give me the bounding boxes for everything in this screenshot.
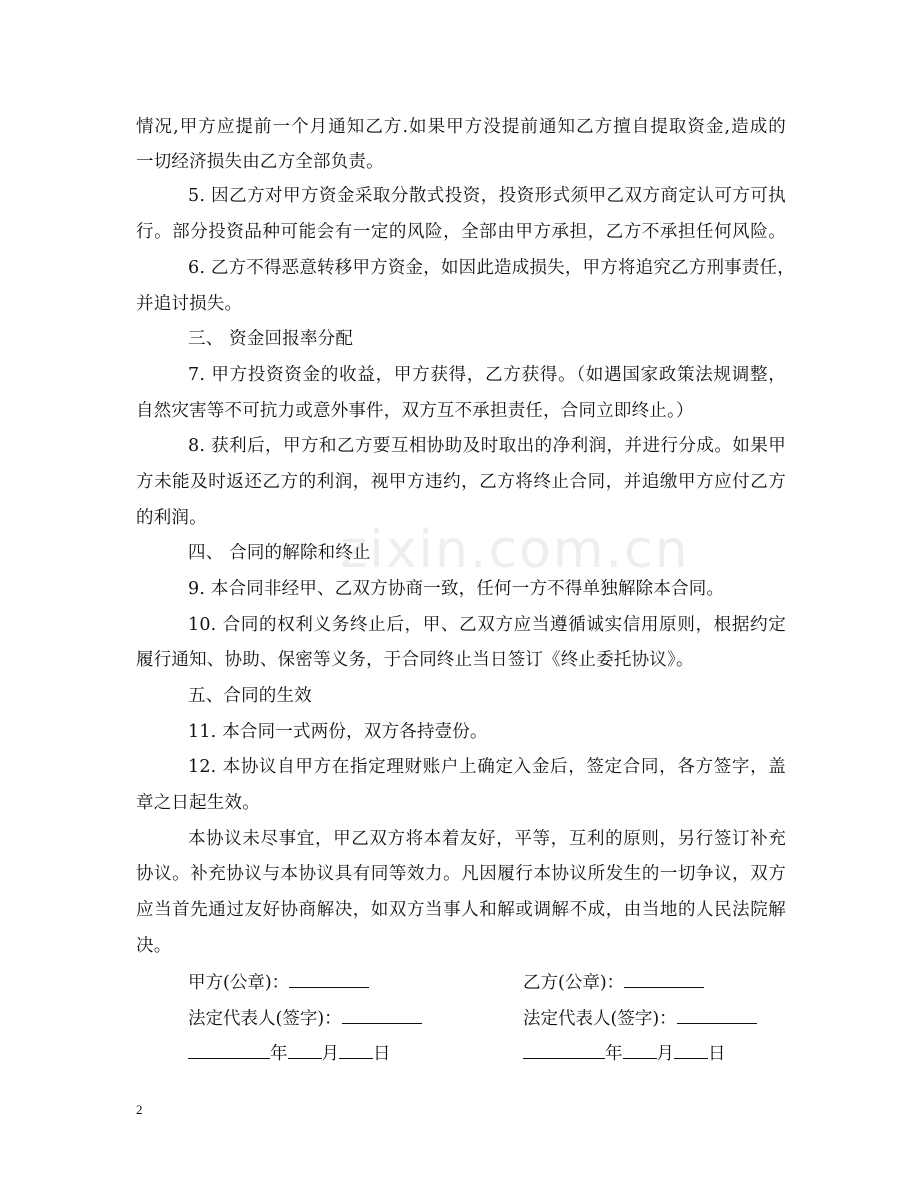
month-label: 月 xyxy=(656,1044,674,1064)
text-line: 自然灾害等不可抗力或意外事件，双方互不承担责任，合同立即终止。） xyxy=(136,401,694,421)
party-a-seal-label: 甲方(公章)： xyxy=(188,973,290,993)
text-line: 情况,甲方应提前一个月通知乙方.如果甲方没提前通知乙方擅自提取资金,造成的 xyxy=(136,117,786,137)
month-blank xyxy=(623,1041,657,1059)
clause-8: 8. 获利后，甲方和乙方要互相协助及时取出的净利润，并进行分成。如果甲 xyxy=(188,436,786,456)
clause-10: 10. 合同的权利义务终止后，甲、乙双方应当遵循诚实信用原则，根据约定 xyxy=(188,615,786,635)
clause-7: 7. 甲方投资资金的收益，甲方获得，乙方获得。（如遇国家政策法规调整， xyxy=(188,365,786,385)
section-heading-4: 四、 合同的解除和终止 xyxy=(188,543,371,563)
party-b-date xyxy=(523,1041,726,1065)
year-blank xyxy=(188,1041,270,1059)
text-line: 决。 xyxy=(136,936,172,956)
party-a-rep-blank xyxy=(342,1006,422,1024)
party-a-representative xyxy=(188,1006,422,1030)
clause-12: 12. 本协议自甲方在指定理财账户上确定入金后，签定合同，各方签字，盖 xyxy=(188,757,786,777)
clause-9: 9. 本合同非经甲、乙双方协商一致，任何一方不得单独解除本合同。 xyxy=(188,579,725,599)
closing-paragraph: 本协议未尽事宜，甲乙双方将本着友好，平等，互利的原则，另行签订补充 xyxy=(188,829,786,849)
party-b-seal-blank xyxy=(624,970,704,988)
watermark: zixin.com.cn xyxy=(340,520,690,580)
party-a-rep-label: 法定代表人(签字)： xyxy=(188,1009,342,1029)
party-b-rep-label: 法定代表人(签字)： xyxy=(523,1009,677,1029)
section-heading-5: 五、合同的生效 xyxy=(188,686,312,706)
text-line: 并追讨损失。 xyxy=(136,294,243,314)
party-b-representative xyxy=(523,1006,757,1030)
text-line: 的利润。 xyxy=(136,508,207,528)
party-b-seal-label: 乙方(公章)： xyxy=(523,973,625,993)
year-label: 年 xyxy=(605,1044,623,1064)
text-line: 应当首先通过友好协商解决，如双方当事人和解或调解不成，由当地的人民法院解 xyxy=(136,900,786,920)
day-blank xyxy=(339,1041,373,1059)
text-line: 一切经济损失由乙方全部负责。 xyxy=(136,152,384,172)
day-blank xyxy=(674,1041,708,1059)
text-line: 方未能及时返还乙方的利润，视甲方违约，乙方将终止合同，并追缴甲方应付乙方 xyxy=(136,472,786,492)
party-b-rep-blank xyxy=(677,1006,757,1024)
text-line: 协议。补充协议与本协议具有同等效力。凡因履行本协议所发生的一切争议，双方 xyxy=(136,864,786,884)
party-a-seal xyxy=(188,970,369,994)
clause-6: 6. 乙方不得恶意转移甲方资金，如因此造成损失，甲方将追究乙方刑事责任， xyxy=(188,258,795,278)
text-line: 履行通知、协助、保密等义务，于合同终止当日签订《终止委托协议》。 xyxy=(136,650,694,670)
party-a-seal-blank xyxy=(289,970,369,988)
text-line: 行。部分投资品种可能会有一定的风险，全部由甲方承担，乙方不承担任何风险。 xyxy=(136,222,786,242)
clause-11: 11. 本合同一式两份，双方各持壹份。 xyxy=(188,722,488,742)
clause-5: 5. 因乙方对甲方资金采取分散式投资，投资形式须甲乙双方商定认可方可执 xyxy=(188,186,786,206)
month-label: 月 xyxy=(321,1044,339,1064)
day-label: 日 xyxy=(373,1044,391,1064)
section-heading-3: 三、 资金回报率分配 xyxy=(188,329,354,349)
year-label: 年 xyxy=(270,1044,288,1064)
party-a-date xyxy=(188,1041,391,1065)
text-line: 章之日起生效。 xyxy=(136,793,260,813)
month-blank xyxy=(288,1041,322,1059)
page-number: 2 xyxy=(136,1102,143,1117)
year-blank xyxy=(523,1041,605,1059)
day-label: 日 xyxy=(708,1044,726,1064)
party-b-seal xyxy=(523,970,704,994)
